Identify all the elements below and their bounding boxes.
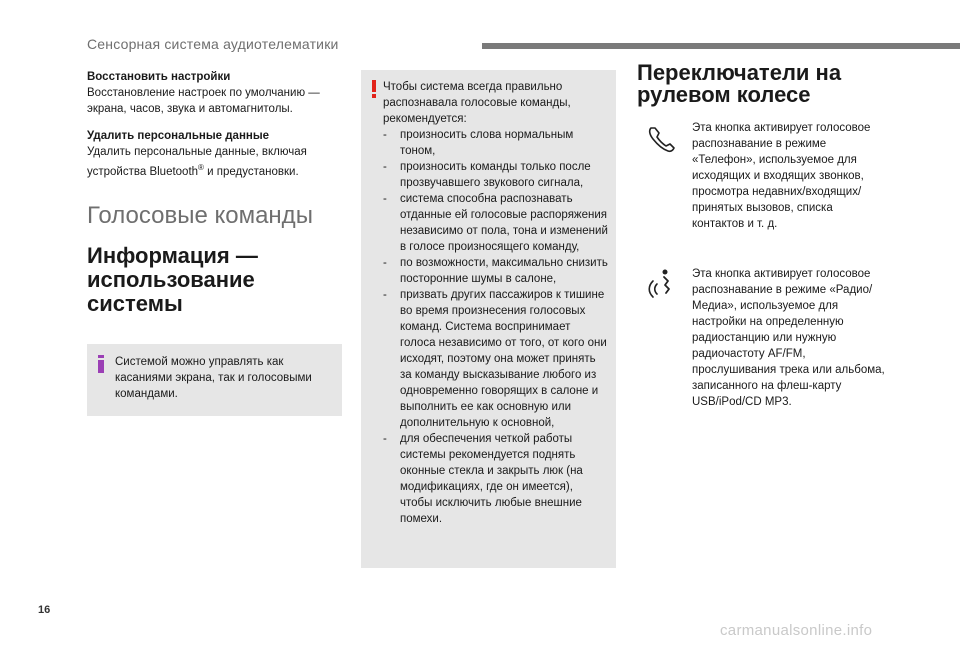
list-item <box>383 159 608 191</box>
running-header: Сенсорная система аудиотелематики <box>87 36 339 52</box>
reset-heading: Восстановить настройки <box>87 71 231 83</box>
list-item <box>383 127 608 159</box>
delete-data-text-main: Удалить персональные данные, включая устройства Bluetooth <box>87 146 307 178</box>
phone-voice-text: Эта кнопка активирует голосовое распознавание в режиме «Телефон», используемое для исходящих и входящих звонков, просмотра недавних/входящих/принятых вызовов, списка контактов и т. д. <box>692 122 871 230</box>
right-column <box>637 62 887 410</box>
list-item <box>383 431 608 527</box>
delete-data-text-end: и предустановки. <box>203 165 299 178</box>
list-item-text: произносить слова нормальным тоном, <box>400 129 574 157</box>
list-dash: - <box>383 433 387 445</box>
list-dash: - <box>383 161 387 173</box>
reset-text: Восстановление настроек по умолчанию — экрана, часов, звука и автомагнитолы. <box>87 87 320 115</box>
page-number: 16 <box>38 604 51 616</box>
phone-voice-entry <box>637 120 887 232</box>
list-dash: - <box>383 289 387 301</box>
left-column <box>87 70 342 416</box>
list-dash: - <box>383 129 387 141</box>
recommendation-list <box>383 127 608 527</box>
list-item-text: для обеспечения четкой работы системы рекомендуется поднять оконные стекла и закрыть люк (на модификациях, где он имеется), чтобы исключить любые внешние помехи. <box>400 433 583 525</box>
subsection-title: Информация — использование системы <box>87 242 258 316</box>
warning-box <box>361 70 616 568</box>
list-item-text: система способна распознавать отданные ей голосовые распоряжения независимо от пола, тона и изменений в голосе произносящего команду, <box>400 193 608 253</box>
section-title: Голосовые команды <box>87 201 313 229</box>
info-icon <box>95 355 107 373</box>
list-item-text: призвать других пассажиров к тишине во время произнесения голосовых команд. Система воспринимает голоса независимо от того, от кого они исходят, поэтому она может принять за команду высказывание любого из одновременно говорящих в салоне и выполнить ее как основную или дополнительную к основной, <box>400 289 607 429</box>
delete-data-heading: Удалить персональные данные <box>87 130 270 142</box>
list-item-text: по возможности, максимально снизить посторонние шумы в салоне, <box>400 257 608 285</box>
registered-mark: ® <box>198 163 204 172</box>
list-item <box>383 255 608 287</box>
watermark: carmanualsonline.info <box>720 622 873 639</box>
list-dash: - <box>383 193 387 205</box>
voice-command-icon <box>645 268 679 302</box>
info-text: Системой можно управлять как касаниями экрана, так и голосовыми командами. <box>115 355 312 400</box>
warning-icon <box>371 80 377 98</box>
warning-intro: Чтобы система всегда правильно распознавала голосовые команды, рекомендуется: <box>383 81 571 125</box>
list-item <box>383 191 608 255</box>
delete-data-text <box>87 144 342 180</box>
list-dash: - <box>383 257 387 269</box>
list-item-text: произносить команды только после прозвучавшего звукового сигнала, <box>400 161 591 189</box>
media-voice-text: Эта кнопка активирует голосовое распознавание в режиме «Радио/Медиа», используемое для настройки на определенную радиостанцию или нужную радиочастоту AF/FM, прослушивания трека или альбома, записанного на флеш-карту USB/iPod/CD MP3. <box>692 268 885 408</box>
header-rule <box>482 43 960 49</box>
phone-icon <box>645 122 679 156</box>
info-box <box>87 344 342 416</box>
list-item <box>383 287 608 431</box>
media-voice-entry <box>637 266 887 410</box>
steering-controls-title: Переключатели на рулевом колесе <box>637 60 842 107</box>
